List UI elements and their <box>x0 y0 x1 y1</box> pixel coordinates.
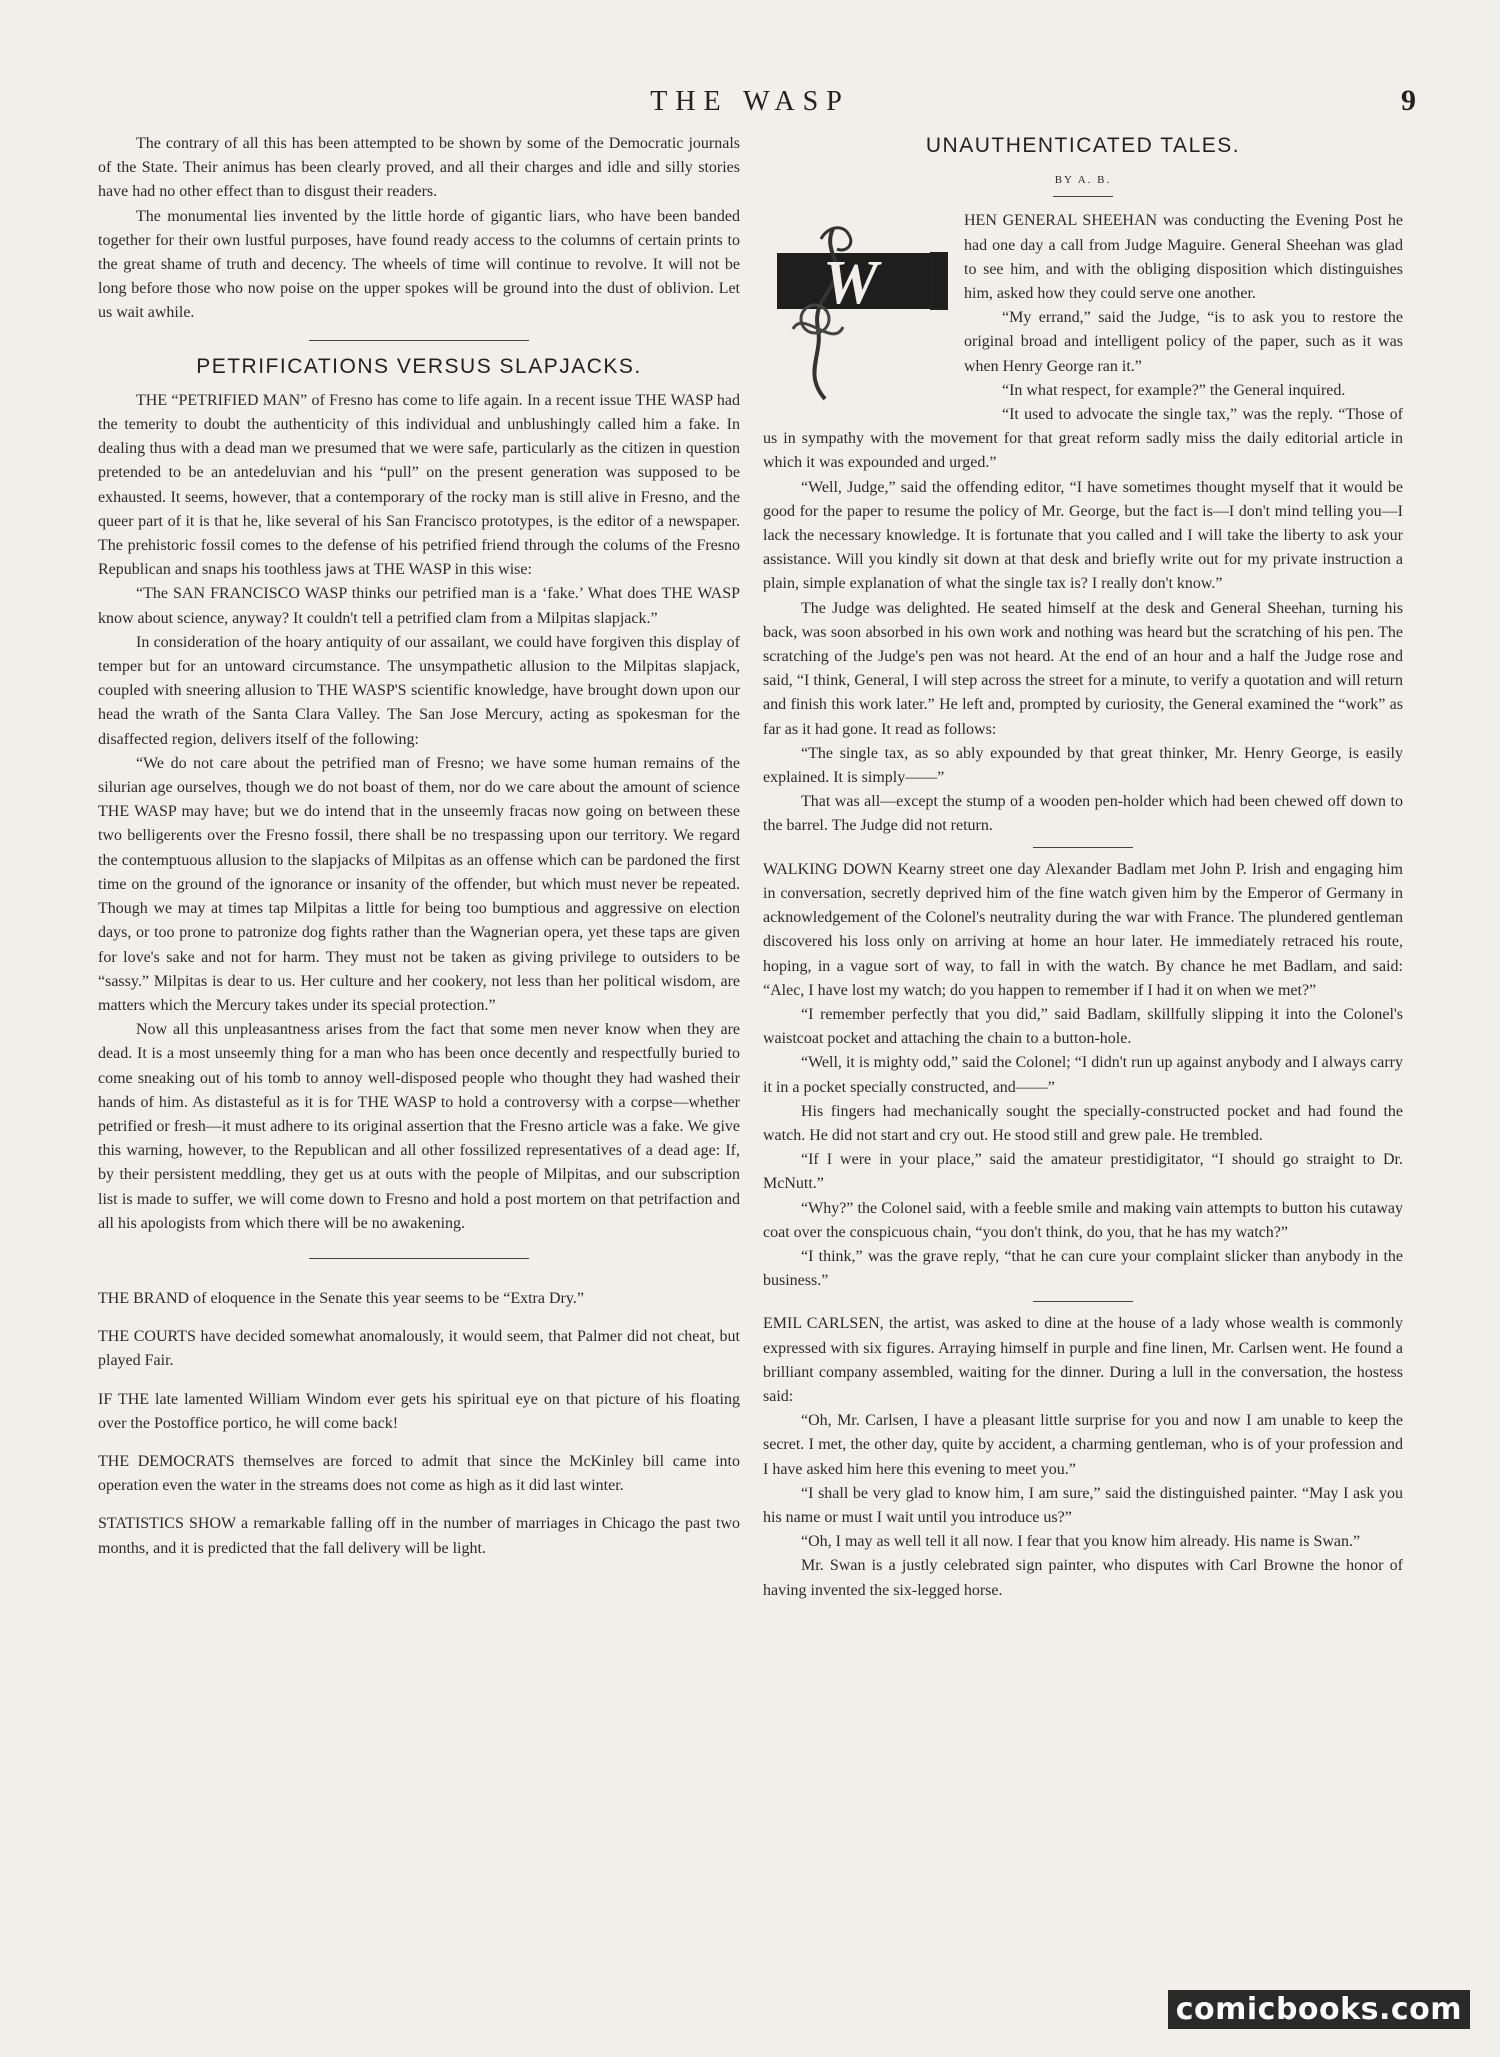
right-column <box>763 132 1403 1603</box>
article-paragraph: “Oh, Mr. Carlsen, I have a pleasant little surprise for you and now I am unable to keep the secret. I met, the other day, quite by accident, a charming gentleman, who is of your profession and I have asked him here this evening to meet you.” <box>763 1412 1403 1478</box>
article-paragraph: “Why?” the Colonel said, with a feeble smile and making vain attempts to button his cutaway coat over the conspicuous chain, “you don't think, do you, that he has my watch?” <box>763 1199 1403 1241</box>
petrifications-headline: PETRIFICATIONS VERSUS SLAPJACKS. <box>196 354 642 378</box>
byline: BY A. B. <box>1054 174 1112 187</box>
short-notes <box>98 1287 740 1561</box>
article-paragraph: Mr. Swan is a justly celebrated sign painter, who disputes with Carl Browne the honor of having invented the six-legged horse. <box>763 1557 1403 1599</box>
story-divider <box>1033 847 1133 848</box>
section-divider <box>309 1258 529 1259</box>
intro-paragraph: The contrary of all this has been attempted to be shown by some of the Democratic journals of the State. Their animus has been clearly proved, and all their charges and idle and silly stories have had no other effect than to disgust their readers. <box>98 135 740 201</box>
article-paragraph: EMIL CARLSEN, the artist, was asked to dine at the house of a lady whose wealth is commonly expressed with six figures. Arraying himself in purple and fine linen, Mr. Carlsen went. He found a brilliant company assembled, waiting for the dinner. During a lull in the conversation, the hostess said: <box>763 1315 1403 1405</box>
article-paragraph: “It used to advocate the single tax,” was the reply. “Those of us in sympathy with the movement for that great reform sadly miss the daily editorial article in which it was expounded and urged.” <box>763 406 1403 472</box>
article-paragraph: In consideration of the hoary antiquity of our assailant, we could have forgiven this display of temper but for an untoward circumstance. The unsympathetic allusion to the Milpitas slapjack, coupled with sneering allusion to THE WASP'S scientific knowledge, have brought down upon our head the wrath of the Santa Clara Valley. The San Jose Mercury, acting as spokesman for the disaffected region, delivers itself of the following: <box>98 633 740 748</box>
article-paragraph: WALKING DOWN Kearny street one day Alexander Badlam met John P. Irish and engaging him in conversation, secretly deprived him of the fine watch given him by the Emperor of Germany in acknowledgement of the Colonel's neutrality during the war with France. The plundered gentleman discovered his loss only on arriving at home an hour later. He immediately retraced his route, hoping, in a vague sort of way, to fall in with the watch. By chance he met Badlam, and said: “Alec, I have lost my watch; do you happen to remember if I had it on when we met?” <box>763 860 1403 999</box>
decorative-initial-w <box>763 209 958 405</box>
tales-headline: UNAUTHENTICATED TALES. <box>925 134 1241 157</box>
article-paragraph: His fingers had mechanically sought the specially-constructed pocket and had found the watch. He did not start and cry out. He stood still and grew pale. He trembled. <box>763 1102 1403 1144</box>
article-paragraph: “If I were in your place,” said the amateur prestidigitator, “I should go straight to Dr. McNutt.” <box>763 1151 1403 1193</box>
note-item: STATISTICS SHOW a remarkable falling off in the number of marriages in Chicago the past two months, and it is predicted that the fall delivery will be light. <box>98 1515 740 1557</box>
site-watermark: comicbooks.com <box>1168 1990 1470 2029</box>
initial-letter: W <box>823 249 879 318</box>
article-paragraph: “In what respect, for example?” the General inquired. <box>1002 381 1346 399</box>
intro-paragraph: The monumental lies invented by the little horde of gigantic liars, who have been banded together for their own lustful purposes, have found ready access to the columns of certain prints to the great shame of truth and decency. The wheels of time will continue to revolve. It will not be long before those who now poise on the upper spokes will be ground into the dust of oblivion. Let us wait awhile. <box>98 207 740 322</box>
note-item: THE DEMOCRATS themselves are forced to admit that since the McKinley bill came into operation even the water in the streams does not come as high as it did last winter. <box>98 1452 740 1495</box>
note-item: THE COURTS have decided somewhat anomalously, it would seem, that Palmer did not cheat, but played Fair. <box>98 1328 740 1370</box>
article-paragraph: That was all—except the stump of a wooden pen-holder which had been chewed off down to the barrel. The Judge did not return. <box>763 793 1403 835</box>
article-paragraph: “Well, Judge,” said the offending editor, “I have sometimes thought myself that it would be good for the paper to resume the policy of Mr. George, but the fact is—I don't mind telling you—I lack the necessary knowledge. It is fortunate that you called and I will take the liberty to ask your assistance. Will you kindly sit down at that desk and briefly write out for my private instruction a plain, simple explanation of what the single tax is? I really don't know.” <box>763 478 1403 593</box>
article-paragraph: The Judge was delighted. He seated himself at the desk and General Sheehan, turning his back, was soon absorbed in his own work and nothing was heard but the scratching of his pen. The scratching of the Judge's pen was not heard. At the end of an hour and a half the Judge rose and said, “I think, General, I will step across the street for a minute, to verify a quotation and will return and finish this work later.” He left and, prompted by curiosity, the General examined the “work” as far as it had gone. It read as follows: <box>763 599 1403 738</box>
article-paragraph: HEN GENERAL SHEEHAN was conducting the Evening Post he had one day a call from Judge Maguire. General Sheehan was glad to see him, and with the obliging disposition which distinguishes him, asked how they could serve one another. <box>964 212 1403 303</box>
left-column <box>98 132 740 1575</box>
article-paragraph: “Oh, I may as well tell it all now. I fear that you know him already. His name is Swan.” <box>801 1533 1361 1551</box>
article-paragraph: “I remember perfectly that you did,” said Badlam, skillfully slipping it into the Colonel's waistcoat pocket and attaching the chain to a button-hole. <box>763 1005 1403 1048</box>
masthead-title: THE WASP <box>650 86 850 117</box>
article-paragraph: “I think,” was the grave reply, “that he can cure your complaint slicker than anybody in the business.” <box>763 1247 1403 1290</box>
article-paragraph: “We do not care about the petrified man of Fresno; we have some human remains of the silurian age ourselves, though we do not boast of them, nor do we care about the amount of science THE WASP may have; but we do intend that in the unseemly fracas now going on between these two belligerents over the Fresno fossil, there shall be no trespassing upon our territory. We regard the contemptuous allusion to the slapjacks of Milpitas as an offense which can be pardoned the first time on the ground of the ignorance or insanity of the offender, but which must never be repeated. Though we may at times tap Milpitas a little for being too bumptious and aggressive on election days, or too prone to patronize dog fights rather than the Wagnerian opera, yet these taps are given for love's sake and not for harm. They must not be taken as giving privilege to outsiders to be “sassy.” Milpitas is dear to us. Her culture and her cookery, not less than her political wisdom, are matters which the Mercury takes under its special protection.” <box>98 754 740 1014</box>
story-divider <box>1033 1301 1133 1302</box>
article-paragraph: THE “PETRIFIED MAN” of Fresno has come to life again. In a recent issue THE WASP had the temerity to doubt the authenticity of this individual and unblushingly called him a fake. In dealing thus with a dead man we presumed that we were safe, particularly as the citizen in question pretended to be an antedeluvian and his “pull” on the present generation was supposed to be exhausted. It seems, however, that a contemporary of the rocky man is still alive in Fresno, and the queer part of it is that he, like several of his San Francisco prototypes, is the editor of a newspaper. The prehistoric fossil comes to the defense of his petrified friend through the colums of the Fresno Republican and snaps his toothless jaws at THE WASP in this wise: <box>98 391 740 579</box>
note-item: THE BRAND of eloquence in the Senate this year seems to be “Extra Dry.” <box>98 1289 584 1307</box>
article-paragraph: “The single tax, as so ably expounded by that great thinker, Mr. Henry George, is easily explained. It is simply——” <box>763 744 1403 787</box>
article-paragraph: “My errand,” said the Judge, “is to ask you to restore the original broad and intelligent policy of the paper, such as it was when Henry George ran it.” <box>964 309 1403 375</box>
page-number: 9 <box>1401 84 1416 117</box>
article-paragraph: “I shall be very glad to know him, I am sure,” said the distinguished painter. “May I ask you his name or must I wait until you introduce us?” <box>763 1484 1403 1526</box>
article-paragraph: Now all this unpleasantness arises from the fact that some men never know when they are dead. It is a most unseemly thing for a man who has been once decently and respectfully buried to come sneaking out of his tomb to annoy well-disposed people who thought they had washed their hands of him. As distasteful as it is for THE WASP to hold a controversy with a corpse—whether petrified or fresh—it must adhere to its original assertion that the Fresno article was a fake. We give this warning, however, to the Republican and all other fossilized representatives of a dead age: If, by their persistent meddling, they get us at outs with the people of Milpitas, and our subscription list is made to suffer, we will come down to Fresno and hold a post mortem on that petrifaction and all his apologists from which there will be no awakening. <box>98 1021 740 1232</box>
article-paragraph: “Well, it is mighty odd,” said the Colonel; “I didn't run up against anybody and I always carry it in a pocket specially constructed, and——” <box>763 1054 1403 1096</box>
article-paragraph: “The SAN FRANCISCO WASP thinks our petrified man is a ‘fake.’ What does THE WASP know about science, anyway? It couldn't tell a petrified clam from a Milpitas slapjack.” <box>98 585 740 627</box>
byline-divider <box>1053 196 1113 197</box>
note-item: IF THE late lamented William Windom ever gets his spiritual eye on that picture of his floating over the Postoffice portico, he will come back! <box>98 1390 740 1432</box>
section-divider <box>309 340 529 341</box>
